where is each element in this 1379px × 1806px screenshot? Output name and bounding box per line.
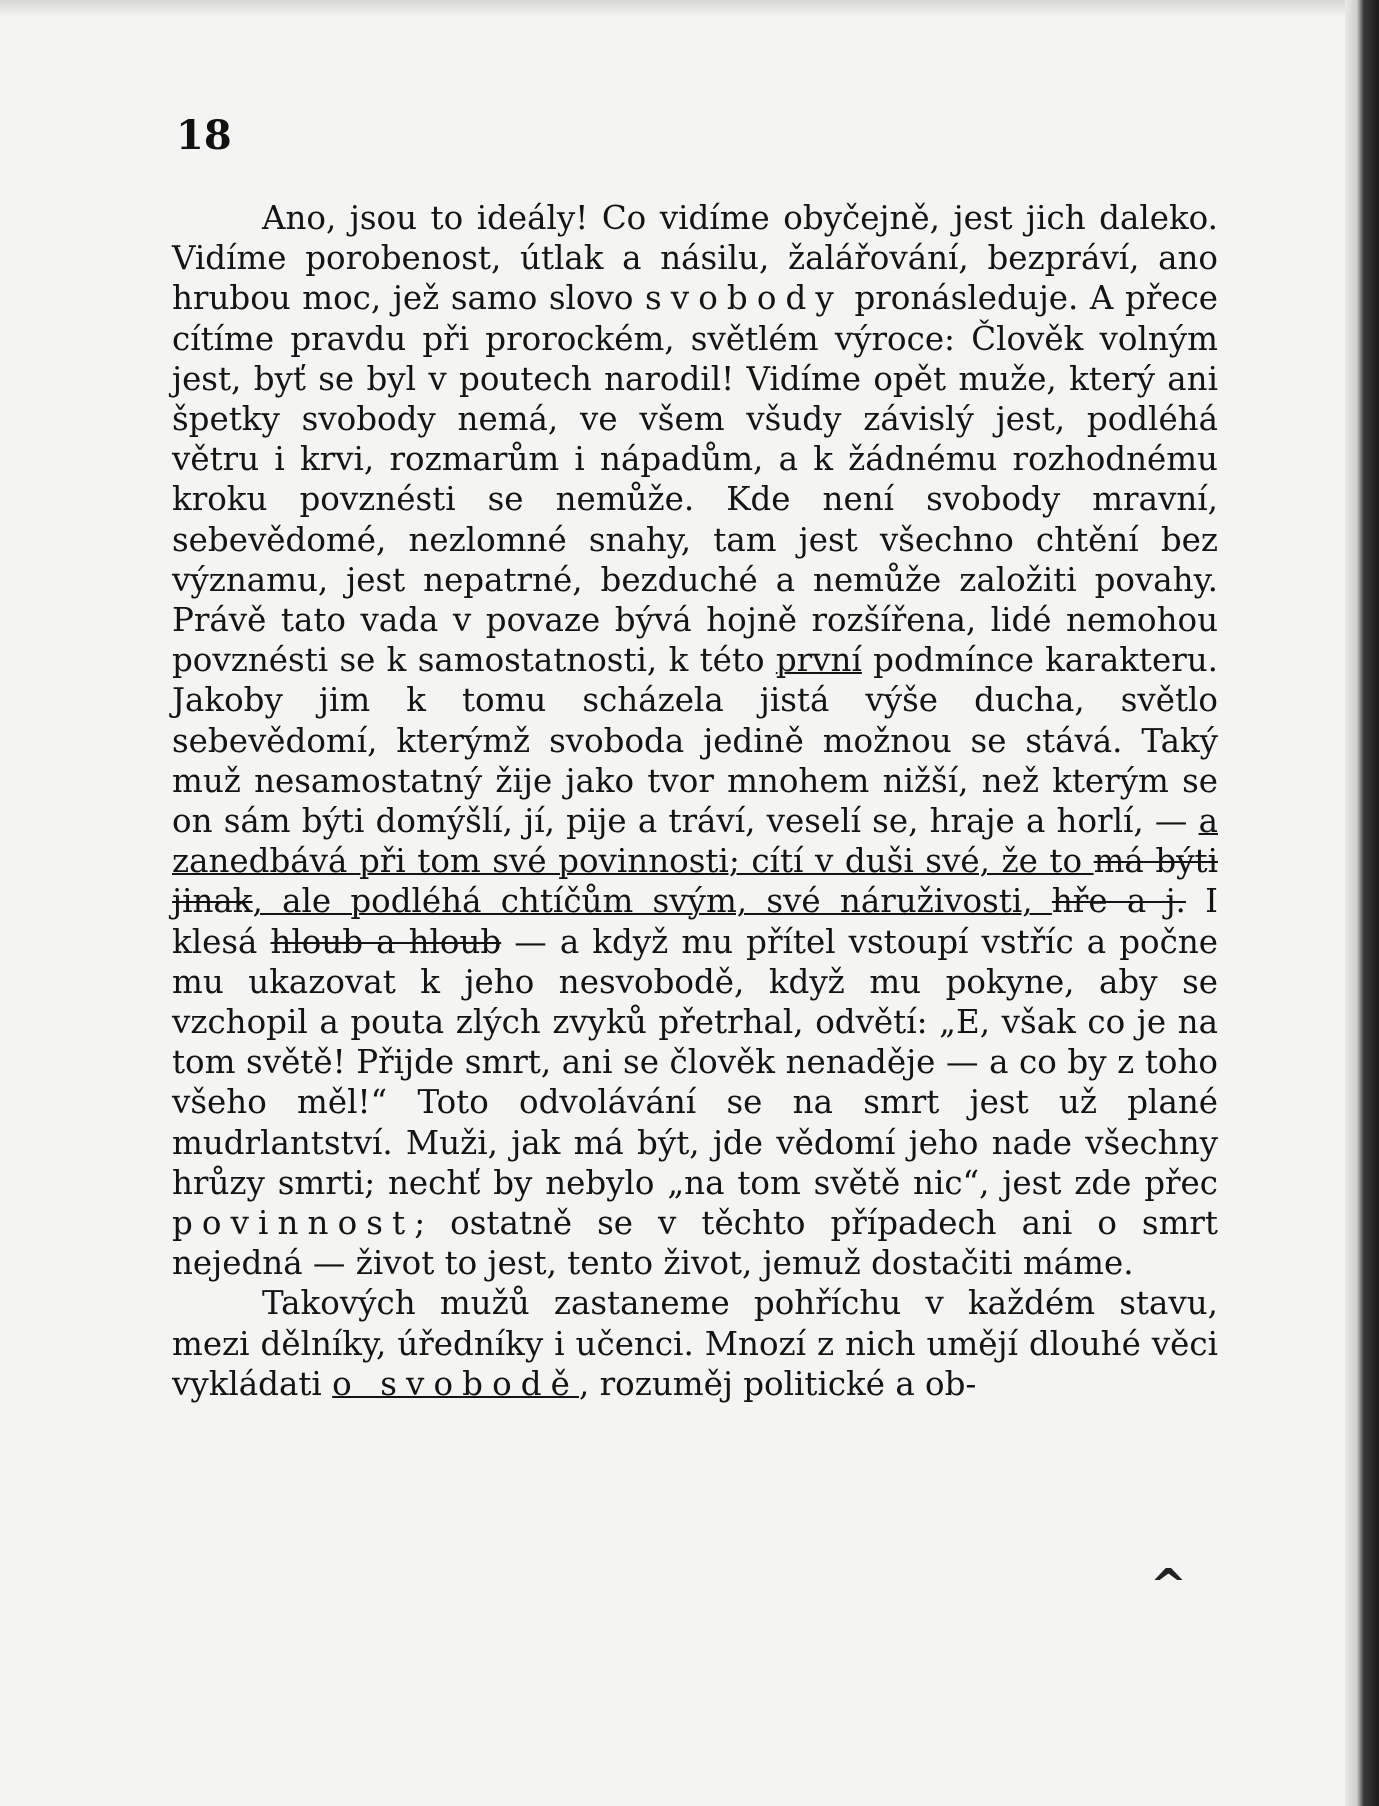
- spaced-word-povinnost: povinnost: [172, 1204, 415, 1243]
- body-text: [172, 198, 1218, 1404]
- underlined-passage: , ale podléhá chtíčům svým, své náruživosti,: [252, 882, 1052, 921]
- page-top-shadow: [0, 0, 1379, 16]
- text-run: I klesá: [172, 882, 1218, 961]
- paragraph-1: [172, 198, 1218, 1283]
- spaced-word-svobody: svobody: [645, 279, 843, 318]
- underlined-passage: a zanedbává při tom své povinnosti; cítí v duši své, že to: [172, 802, 1218, 881]
- struck-passage-hloub: hloub a hloub: [270, 922, 502, 961]
- text-run: — a když mu přítel vstoupí vstříc a počne mu ukazovat k jeho nesvobodě, když mu pokyne, aby se vzchopil a pouta zlých zvyků přetrhal, odvětí: „E, však co je na tom světě! Přijde smrt, ani se člověk nenaděje — a co by z toho všeho měl!“ Toto odvolávání se na smrt jest už plané mudrlantství. Muži, jak má být, jde vědomí jeho nade všechny hrůzy smrti; nechť by nebylo „na tom světě nic“, jest zde přec: [172, 922, 1218, 1202]
- text-run: podmínce karakteru. Jakoby jim k tomu scházela jistá výše ducha, světlo sebevědomí, kterýmž svoboda jedině možnou se stává. Taký muž nesamostatný žije jako tvor mnohem nižší, než kterým se on sám býti domýšlí, jí, pije a tráví, veselí se, hraje a horlí, —: [172, 641, 1219, 841]
- paragraph-2: [172, 1283, 1218, 1404]
- spaced-underlined-o-svobode: o svobodě: [332, 1364, 579, 1403]
- text-run: , rozuměj politické a ob-: [578, 1364, 977, 1403]
- text-run: pronásleduje. A přece cítíme pravdu při prorockém, světlém výroce: Člověk volným jest, byť se byl v poutech narodil! Vidíme opět muže, který ani špetky svobody nemá, ve všem všudy závislý jest, podléhá větru i krvi, rozmarům i nápadům, a k žádnému rozhodnému kroku povznésti se nemůže. Kde není svobody mravní, sebevědomé, nezlomné snahy, tam jest všechno chtění bez významu, jest nepatrné, bezduché a nemůže založiti povahy. Právě tato vada v povaze bývá hojně rozšířena, lidé nemohou povznésti se k samostatnosti, k této: [172, 279, 1219, 680]
- handwritten-caret-mark: ^: [1150, 1560, 1187, 1611]
- page-binding-edge: [1345, 0, 1379, 1806]
- text-run: Ano, jsou to ideály! Co vidíme obyčejně, jest jich daleko. Vidíme porobenost, útlak a násilu, žalářování, bezpráví, ano hrubou moc, jež samo slovo: [172, 199, 1218, 318]
- text-run: ; ostatně se v těchto případech ani o smrt nejedná — život to jest, tento život, jemuž dostačiti máme.: [172, 1204, 1218, 1283]
- text-run: Takových mužů zastaneme pohříchu v každém stavu, mezi dělníky, úředníky i učenci. Mnozí z nich umějí dlouhé věci vykládati: [172, 1284, 1218, 1403]
- struck-passage-ma-byti-jinak: má býti jinak: [172, 842, 1218, 921]
- underlined-word-prvni: první: [775, 641, 862, 680]
- struck-passage-hre: hře a j.: [1051, 882, 1186, 921]
- page-number: 18: [176, 112, 232, 159]
